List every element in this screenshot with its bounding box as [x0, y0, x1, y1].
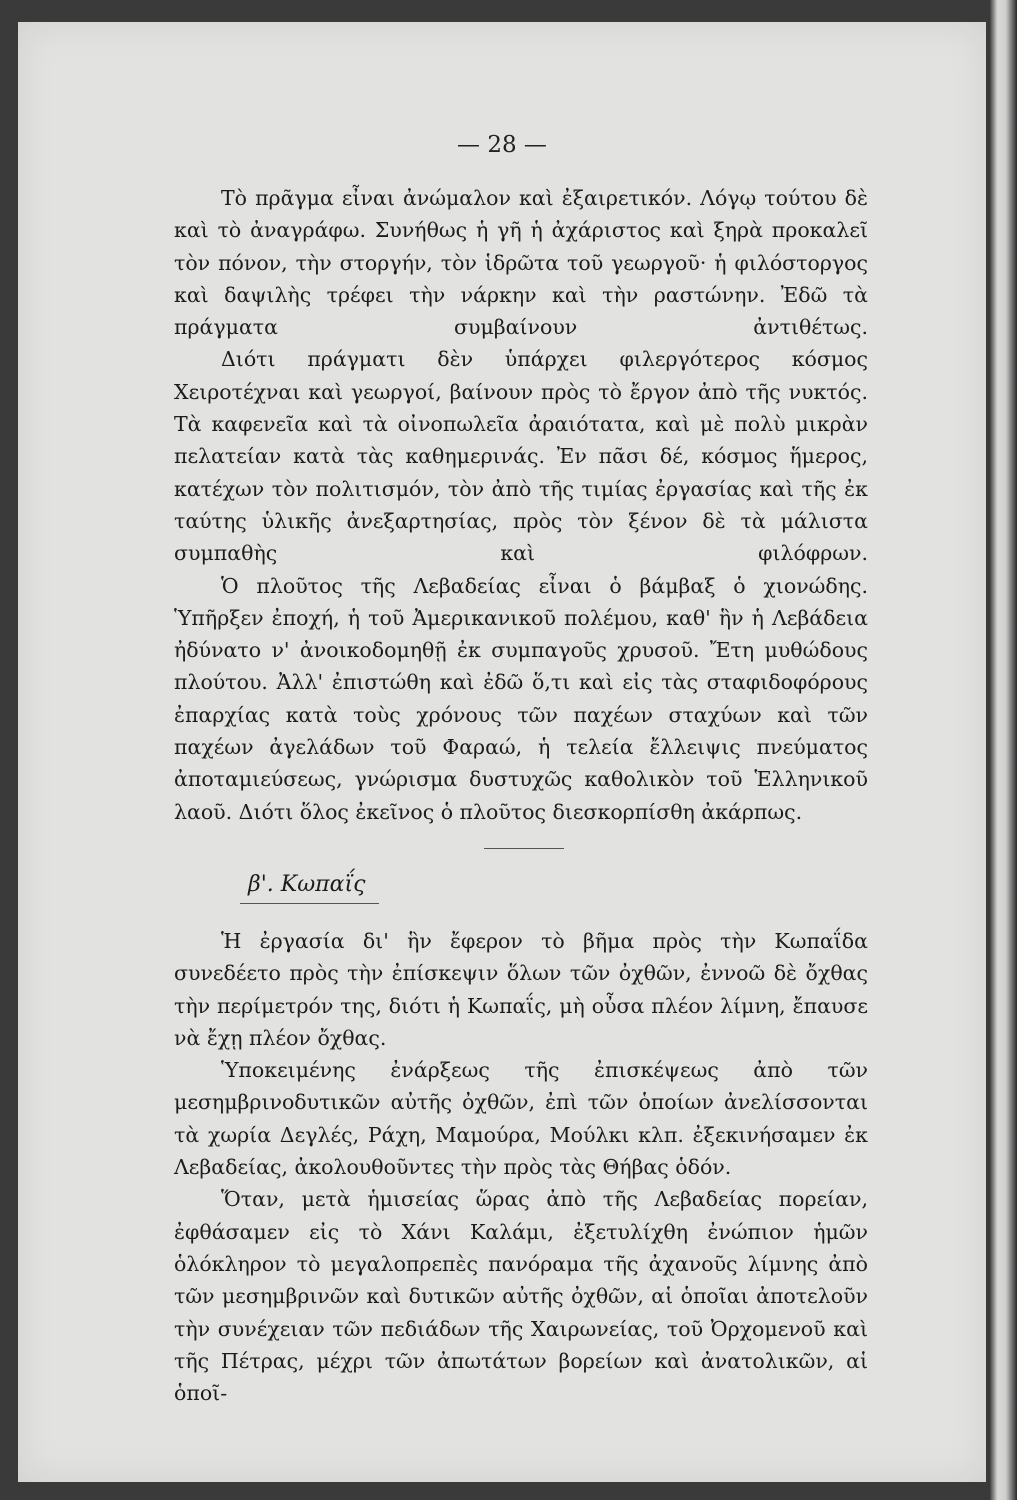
- paragraph: Ὅταν, μετὰ ἡμισείας ὥρας ἀπὸ τῆς Λεβαδείας πορείαν, ἐφθάσαμεν εἰς τὸ Χάνι Καλάμι, ἐξετυλίχθη ἐνώπιον ἡμῶν ὁλόκληρον τὸ μεγαλοπρεπὲς πανόραμα τῆς ἀχανοῦς λίμνης ἀπὸ τῶν μεσημβρινῶν καὶ δυτικῶν αὐτῆς ὀχθῶν, αἱ ὁποῖαι ἀποτελοῦν τὴν συνέχειαν τῶν πεδιάδων τῆς Χαιρωνείας, τοῦ Ὀρχομενοῦ καὶ τῆς Πέτρας, μέχρι τῶν ἀπωτάτων βορείων καὶ ἀνατολικῶν, αἱ ὁποῖ-: [174, 1187, 868, 1406]
- paragraph: Ἡ ἐργασία δι' ἣν ἔφερον τὸ βῆμα πρὸς τὴν Κωπαΐδα συνεδέετο πρὸς τὴν ἐπίσκεψιν ὅλων τῶν ὀχθῶν, ἐννοῶ δὲ ὄχθας τὴν περίμετρόν της, διότι ἡ Κωπαΐς, μὴ οὖσα πλέον λίμνη, ἔπαυσε νὰ ἔχῃ πλέον ὄχθας.: [174, 929, 868, 1050]
- text-section-bottom: [174, 925, 868, 1409]
- page-edge-shadow: [989, 0, 1017, 1500]
- section-heading: β'. Κωπαΐς: [240, 872, 379, 904]
- page-number: — 28 —: [457, 132, 547, 158]
- book-page: [18, 22, 986, 1482]
- section-divider: [484, 848, 564, 849]
- text-section-top: [174, 182, 868, 828]
- paragraph: Ὑποκειμένης ἐνάρξεως τῆς ἐπισκέψεως ἀπὸ τῶν μεσημβρινοδυτικῶν αὐτῆς ὀχθῶν, ἐπὶ τῶν ὁποίων ἀνελίσσονται τὰ χωρία Δεγλές, Ράχη, Μαμούρα, Μούλκι κλπ. ἐξεκινήσαμεν ἐκ Λεβαδείας, ἀκολουθοῦντες τὴν πρὸς τὰς Θήβας ὁδόν.: [174, 1058, 868, 1180]
- paragraph: Τὸ πρᾶγμα εἶναι ἀνώμαλον καὶ ἐξαιρετικόν. Λόγῳ τούτου δὲ καὶ τὸ ἀναγράφω. Συνήθως ἡ γῆ ἡ ἀχάριστος καὶ ξηρὰ προκαλεῖ τὸν πόνον, τὴν στοργήν, τὸν ἱδρῶτα τοῦ γεωργοῦ· ἡ φιλόστοργος καὶ δαψιλὴς τρέφει τὴν νάρκην καὶ τὴν ραστώνην. Ἐδῶ τὰ πράγματα συμβαίνουν ἀντιθέτως.: [174, 186, 868, 340]
- paragraph: Διότι πράγματι δὲν ὑπάρχει φιλεργότερος κόσμος Χειροτέχναι καὶ γεωργοί, βαίνουν πρὸς τὸ ἔργον ἀπὸ τῆς νυκτός. Τὰ καφενεῖα καὶ τὰ οἰνοπωλεῖα ἀραιότατα, καὶ μὲ πολὺ μικρὰν πελατείαν κατὰ τὰς καθημερινάς. Ἐν πᾶσι δέ, κόσμος ἥμερος, κατέχων τὸν πολιτισμόν, τὸν ἀπὸ τῆς τιμίας ἐργασίας καὶ τῆς ἐκ ταύτης ὑλικῆς ἀνεξαρτησίας, πρὸς τὸν ξένον δὲ τὰ μάλιστα συμπαθὴς καὶ φιλόφρων.: [174, 347, 868, 566]
- paragraph: Ὁ πλοῦτος τῆς Λεβαδείας εἶναι ὁ βάμβαξ ὁ χιονώδης. Ὑπῆρξεν ἐποχή, ἡ τοῦ Ἀμερικανικοῦ πολέμου, καθ' ἣν ἡ Λεβάδεια ἠδύνατο ν' ἀνοικοδομηθῇ ἐκ συμπαγοῦς χρυσοῦ. Ἔτη μυθώδους πλούτου. Ἀλλ' ἐπιστώθη καὶ ἐδῶ ὅ,τι καὶ εἰς τὰς σταφιδοφόρους ἐπαρχίας κατὰ τοὺς χρόνους τῶν παχέων σταχύων καὶ τῶν παχέων ἀγελάδων τοῦ Φαραώ, ἡ τελεία ἔλλειψις πνεύματος ἀποταμιεύσεως, γνώρισμα δυστυχῶς καθολικὸν τοῦ Ἑλληνικοῦ λαοῦ. Διότι ὅλος ἐκεῖνος ὁ πλοῦτος διεσκορπίσθη ἀκάρπως.: [174, 573, 868, 824]
